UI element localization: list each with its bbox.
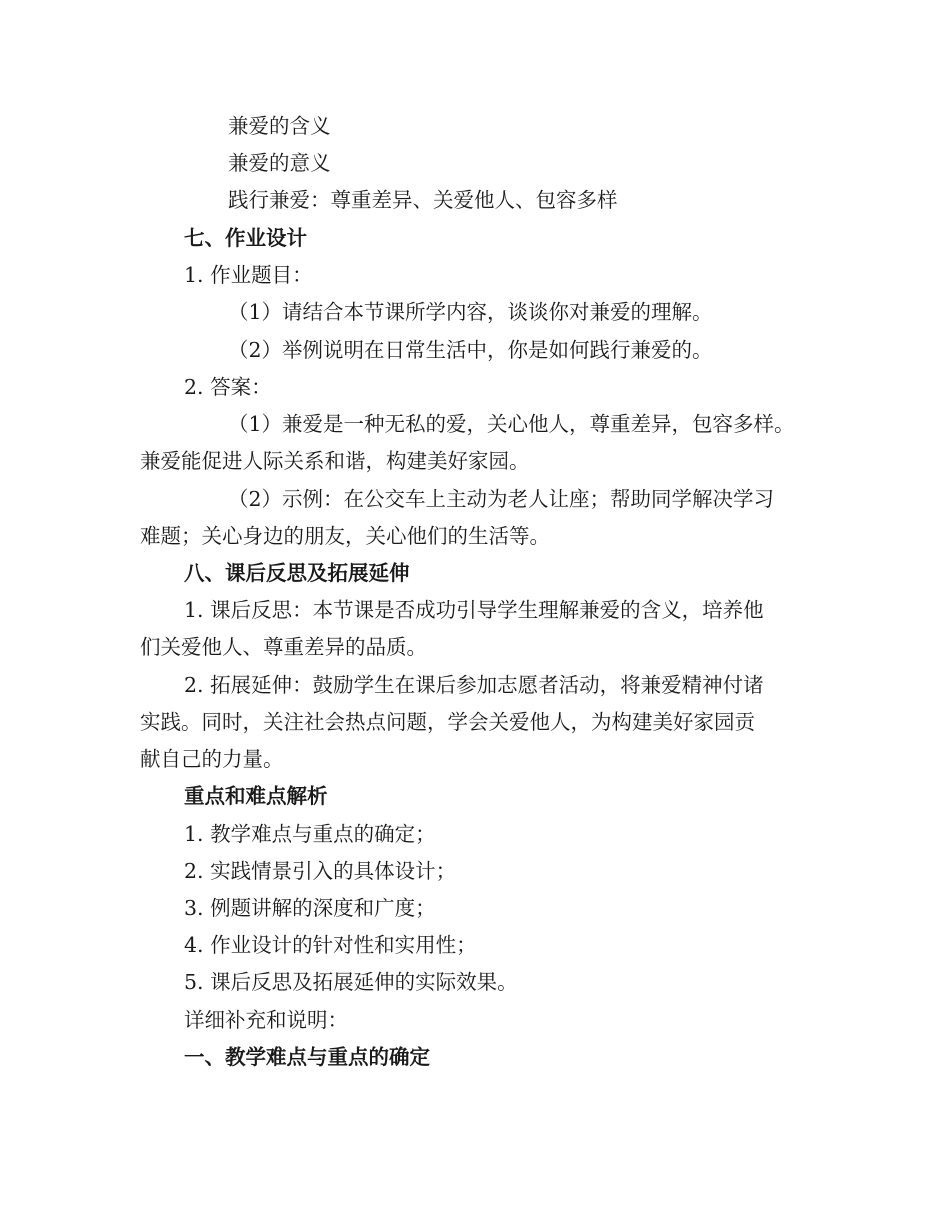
intro-item-significance: 兼爱的意义 [228,151,331,175]
section-one-heading: 一、教学难点与重点的确定 [184,1045,430,1069]
analysis-item-1: 1. 教学难点与重点的确定； [184,822,436,846]
reflection-para-1-line-2: 们关爱他人、尊重差异的品质。 [140,635,427,659]
supplement-label: 详细补充和说明： [184,1008,348,1032]
analysis-heading: 重点和难点解析 [184,784,328,808]
intro-item-meaning: 兼爱的含义 [228,114,331,138]
homework-answer-2-line-2: 难题；关心身边的朋友，关心他们的生活等。 [140,524,550,548]
analysis-item-4: 4. 作业设计的针对性和实用性； [184,933,477,957]
reflection-para-2-line-3: 献自己的力量。 [140,747,284,771]
homework-heading: 七、作业设计 [184,226,307,250]
intro-item-practice: 践行兼爱：尊重差异、关爱他人、包容多样 [228,188,618,212]
reflection-para-1-line-1: 1. 课后反思：本节课是否成功引导学生理解兼爱的含义，培养他 [184,598,764,622]
homework-question-label: 1. 作业题目： [184,263,313,287]
homework-answer-1-line-1: （1）兼爱是一种无私的爱，关心他人，尊重差异，包容多样。 [228,412,795,436]
homework-answer-1-line-2: 兼爱能促进人际关系和谐，构建美好家园。 [140,449,530,473]
homework-answer-label: 2. 答案： [184,375,272,399]
analysis-item-3: 3. 例题讲解的深度和广度； [184,896,436,920]
analysis-item-2: 2. 实践情景引入的具体设计； [184,859,457,883]
reflection-para-2-line-1: 2. 拓展延伸：鼓励学生在课后参加志愿者活动，将兼爱精神付诸 [184,673,764,697]
homework-question-2: （2）举例说明在日常生活中，你是如何践行兼爱的。 [228,338,713,362]
analysis-item-5: 5. 课后反思及拓展延伸的实际效果。 [184,970,518,994]
homework-answer-2-line-1: （2）示例：在公交车上主动为老人让座；帮助同学解决学习 [228,487,775,511]
reflection-para-2-line-2: 实践。同时，关注社会热点问题，学会关爱他人，为构建美好家园贡 [140,710,755,734]
reflection-heading: 八、课后反思及拓展延伸 [184,561,410,585]
homework-question-1: （1）请结合本节课所学内容，谈谈你对兼爱的理解。 [228,300,713,324]
